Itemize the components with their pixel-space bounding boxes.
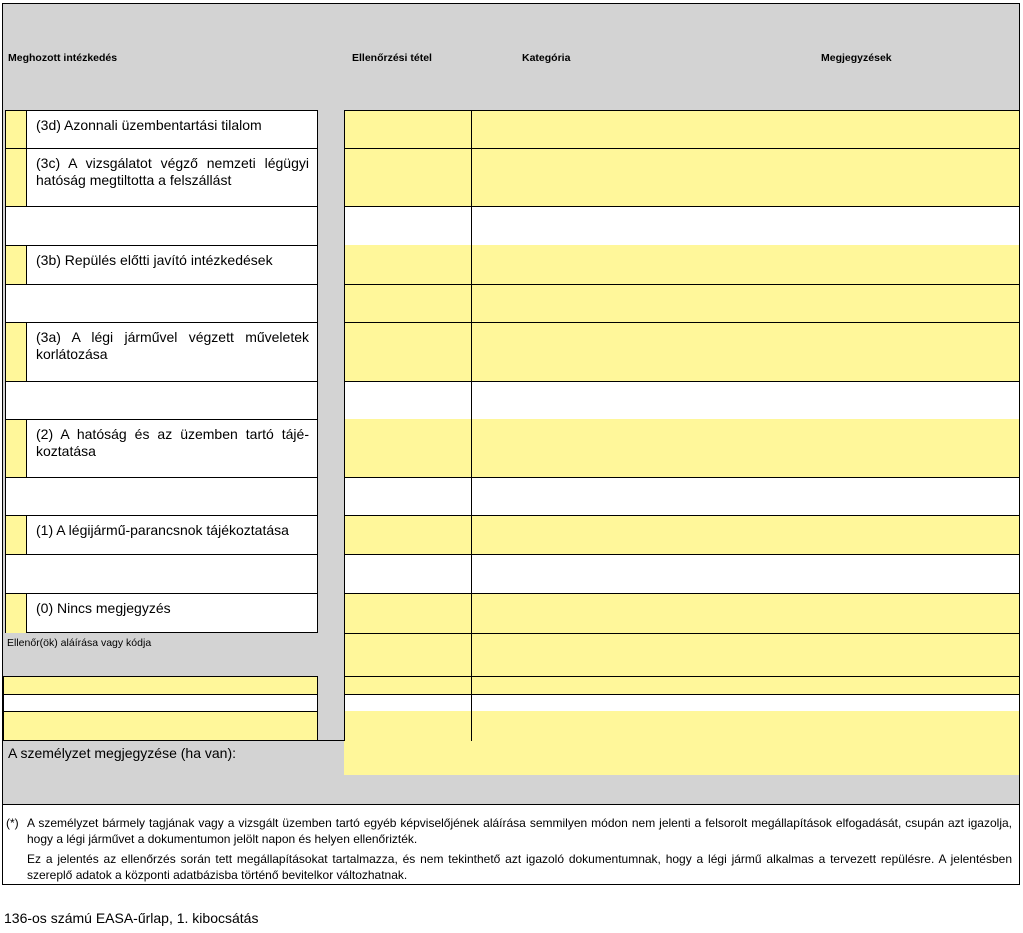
remarks-cell[interactable] xyxy=(472,477,1020,515)
header-remarks: Megjegyzések xyxy=(821,52,892,64)
spacer-row xyxy=(5,477,318,515)
row-line xyxy=(345,322,1020,323)
inspector-signature-label: Ellenőr(ök) aláírása vagy kódja xyxy=(7,637,152,649)
measure-3c: (3c) A vizsgálatot végző nemzeti légügyi hatóság megtiltotta a felszállást xyxy=(26,148,318,206)
item-cell[interactable] xyxy=(345,477,471,515)
checkbox-3a[interactable] xyxy=(5,322,27,381)
remarks-cell[interactable] xyxy=(472,694,1020,711)
footnote-paragraph: Ez a jelentés az ellenőrzés során tett megállapításokat tartalmazza, és nem tekinthető azt igazoló dokumentumnak, hogy a légi jármű alkalmas a tervezett repülésre. A jelentésben szereplő adatok a központi adatbázisba történő bevitelkor változhatnak. xyxy=(27,852,1012,882)
checkbox-0[interactable] xyxy=(5,593,27,633)
item-cell[interactable] xyxy=(345,694,471,711)
measure-1: (1) A légijármű-parancsnok tájékoztatása xyxy=(26,515,318,554)
row-line xyxy=(345,148,1020,149)
remarks-cell[interactable] xyxy=(472,206,1020,245)
checkbox-3c[interactable] xyxy=(5,148,27,206)
header-inspection-item: Ellenőrzési tétel xyxy=(352,52,432,64)
remarks-column xyxy=(471,110,1020,741)
measure-3a: (3a) A légi járművel végzett műveletek korlátozása xyxy=(26,322,318,381)
checkbox-1[interactable] xyxy=(5,515,27,554)
form-reference: 136-os számú EASA-űrlap, 1. kibocsátás xyxy=(4,910,259,926)
measure-3b: (3b) Repülés előtti javító intézkedések xyxy=(26,245,318,284)
measure-2: (2) A hatóság és az üzemben tartó tájé- koztatása xyxy=(26,419,318,477)
signature-field[interactable] xyxy=(3,694,318,711)
footnote-paragraph: A személyzet bármely tagjának vagy a vizsgált üzemben tartó egyéb képviselőjének aláírása semmilyen módon nem jelenti a felsorolt megállapítások elfogadását, csupán azt igazolja, hogy a légi járművet a dokumentumon jelölt napon és helyen ellenőrizték. xyxy=(27,816,1012,846)
checkbox-3d[interactable] xyxy=(5,110,27,149)
item-cell[interactable] xyxy=(345,554,471,593)
row-line xyxy=(345,676,1020,677)
checkbox-3b[interactable] xyxy=(5,245,27,284)
item-cell[interactable] xyxy=(345,206,471,245)
header-measure: Meghozott intézkedés xyxy=(8,52,118,64)
row-line xyxy=(345,515,1020,516)
remarks-cell[interactable] xyxy=(472,554,1020,593)
checkbox-2[interactable] xyxy=(5,419,27,477)
item-cell[interactable] xyxy=(345,381,471,419)
row-line xyxy=(345,593,1020,594)
staff-remarks-label: A személyzet megjegyzése (ha van): xyxy=(8,745,236,761)
footnote-box xyxy=(3,804,1020,885)
signature-field[interactable] xyxy=(3,676,318,694)
spacer-row xyxy=(5,554,318,593)
row-line xyxy=(345,284,1020,285)
header-category: Kategória xyxy=(522,52,571,64)
staff-remarks-field[interactable] xyxy=(344,741,1020,775)
footnote-marker: (*) xyxy=(6,816,19,830)
measure-3d: (3d) Azonnali üzembentartási tilalom xyxy=(26,110,318,149)
row-line xyxy=(345,633,1020,634)
measure-0: (0) Nincs megjegyzés xyxy=(26,593,318,633)
inspection-form xyxy=(2,3,1020,885)
remarks-cell[interactable] xyxy=(472,381,1020,419)
inspection-item-column xyxy=(344,110,471,741)
spacer-row xyxy=(5,284,318,322)
spacer-row xyxy=(5,206,318,245)
signature-field[interactable] xyxy=(3,711,318,740)
spacer-row xyxy=(5,381,318,419)
